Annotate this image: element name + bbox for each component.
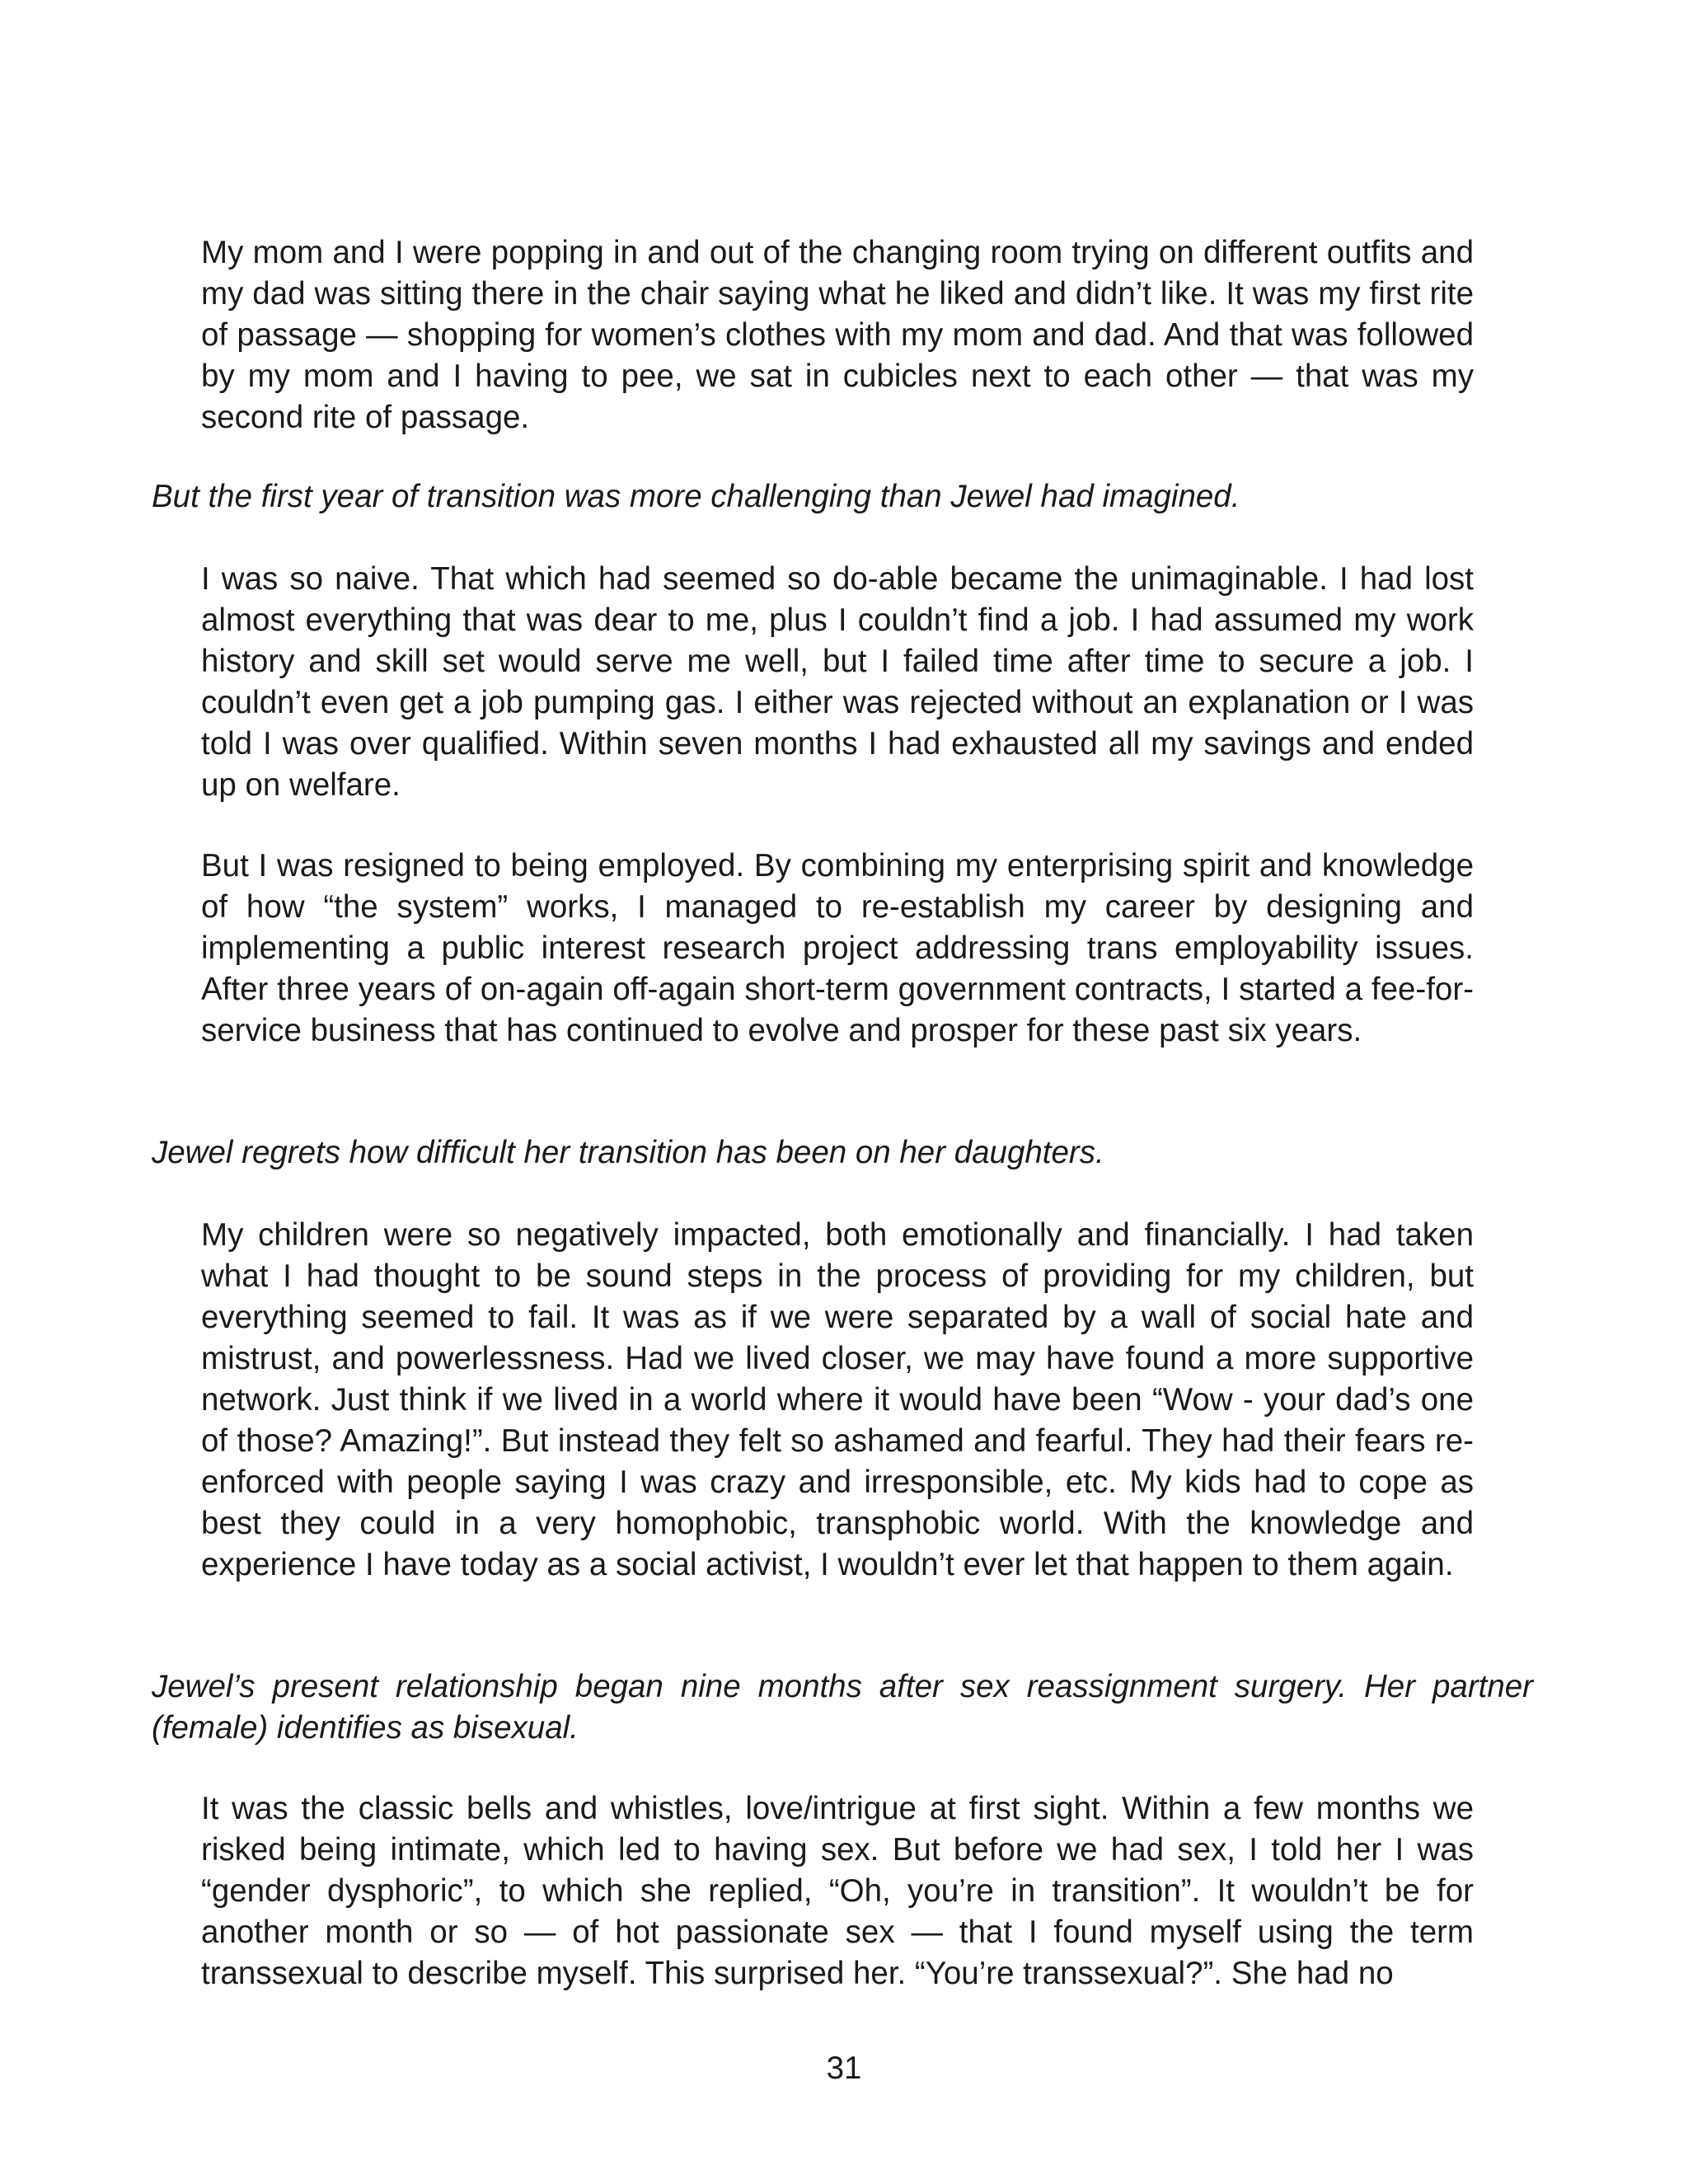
page-number: 31 [826, 2050, 862, 2086]
quote-paragraph-employed: But I was resigned to being employed. By combining my enterprising spirit and knowledge of how “the system” works, I managed to re-establish my career by designing and implementing a public interest research project addressing trans employability issues. After three years of on-again off-again short-term government contracts, I started a fee-for-service business that has continued to evolve and prosper for these past six years. [201, 848, 1474, 1048]
quote-paragraph-shopping: My mom and I were popping in and out of the changing room trying on different outfits and my dad was sitting there in the chair saying what he liked and didn’t like. It was my first rite of passage — shopping for women’s clothes with my mom and dad. And that was followed by my mom and I having to pee, we sat in cubicles next to each other — that was my second rite of passage. [201, 235, 1474, 435]
quote-paragraph-naive: I was so naive. That which had seemed so do-able became the unimaginable. I had lost almost everything that was dear to me, plus I couldn’t find a job. I had assumed my work history and skill set would serve me well, but I failed time after time to secure a job. I couldn’t even get a job pumping gas. I either was rejected without an explanation or I was told I was over qualified. Within seven months I had exhausted all my savings and ended up on welfare. [201, 561, 1474, 803]
quote-paragraph-children: My children were so negatively impacted, both emotionally and financially. I had taken what I had thought to be sound steps in the process of providing for my children, but everything seemed to fail. It was as if we were separated by a wall of social hate and mistrust, and powerlessness. Had we lived closer, we may have found a more supportive network. Just think if we lived in a world where it would have been “Wow - your dad’s one of those? Amazing!”. But instead they felt so ashamed and fearful. They had their fears re-enforced with people saying I was crazy and irresponsible, etc. My kids had to cope as best they could in a very homophobic, transphobic world. With the knowledge and experience I have today as a social activist, I wouldn’t ever let that happen to them again. [201, 1217, 1474, 1582]
narration-first-year: But the first year of transition was more challenging than Jewel had imagined. [152, 479, 1240, 514]
narration-relationship: Jewel’s present relationship began nine months after sex reassignment surgery. Her partner (female) identifies as bisexual. [152, 1669, 1533, 1746]
narration-daughters: Jewel regrets how difficult her transition has been on her daughters. [152, 1135, 1104, 1170]
quote-paragraph-relationship: It was the classic bells and whistles, love/intrigue at first sight. Within a few months we risked being intimate, which led to having sex. But before we had sex, I told her I was “gender dysphoric”, to which she replied, “Oh, you’re in transition”. It wouldn’t be for another month or so — of hot passionate sex — that I found myself using the term transsexual to describe myself. This surprised her. “You’re transsexual?”. She had no [201, 1791, 1474, 1991]
